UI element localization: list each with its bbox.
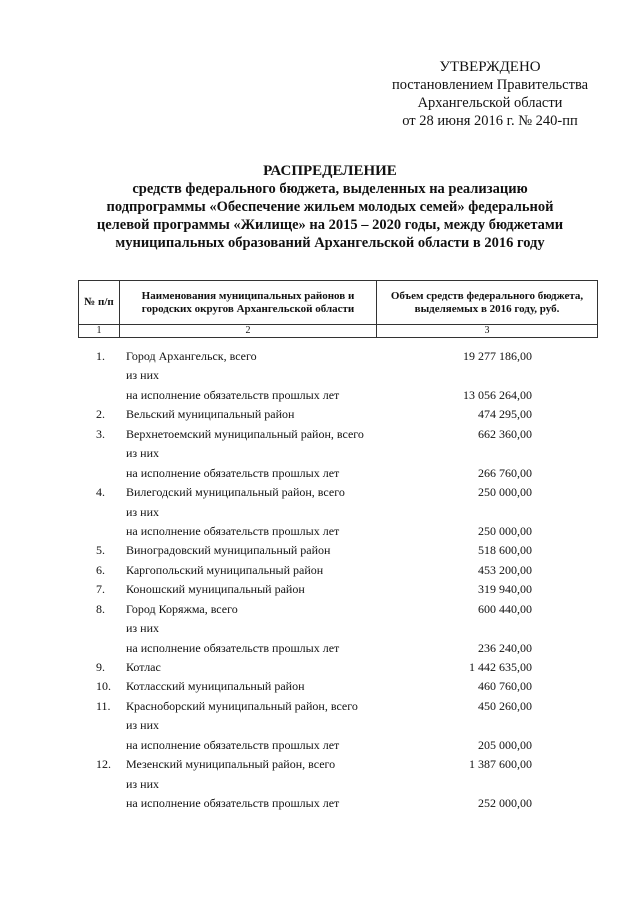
row-name: Коношский муниципальный район [126, 582, 305, 597]
row-amount: 252 000,00 [478, 796, 532, 811]
row-number: 11. [96, 698, 111, 713]
row-number: 9. [96, 660, 105, 674]
table-row [0, 736, 640, 755]
table-row [0, 677, 640, 696]
row-number: 4. [96, 485, 105, 500]
table-row [0, 697, 640, 716]
row-amount: 205 000,00 [478, 737, 532, 752]
row-name: на исполнение обязательств прошлых лет [126, 640, 340, 655]
approval-line: постановлением Правительства [391, 77, 589, 93]
row-name: на исполнение обязательств прошлых лет [126, 465, 340, 480]
row-name: из них [126, 621, 160, 636]
row-amount: 1 442 635,00 [469, 660, 532, 674]
row-name: Верхнетоемский муниципальный район, всего [126, 426, 364, 441]
table-row [0, 541, 640, 560]
table-row [0, 503, 640, 522]
row-number: 2. [96, 407, 105, 422]
row-name: на исполнение обязательств прошлых лет [126, 737, 340, 752]
row-name: Каргопольский муниципальный район [126, 562, 324, 577]
table-row [0, 600, 640, 619]
row-number: 6. [96, 562, 105, 577]
table-row [0, 755, 640, 774]
document-title [60, 162, 600, 252]
title-line: средств федерального бюджета, выделенных на реализацию [132, 181, 528, 197]
row-name: Красноборский муниципальный район, всего [126, 698, 358, 713]
table-row [0, 619, 640, 638]
table-row [0, 639, 640, 658]
row-name: из них [126, 718, 160, 733]
row-amount: 474 295,00 [478, 407, 532, 422]
column-index: 1 [79, 325, 120, 338]
approval-block [380, 58, 600, 130]
row-name: на исполнение обязательств прошлых лет [126, 387, 340, 402]
row-amount: 460 760,00 [478, 679, 532, 694]
row-amount: 13 056 264,00 [463, 387, 532, 402]
row-amount: 453 200,00 [478, 562, 532, 577]
table-row [0, 580, 640, 599]
table-row [0, 483, 640, 502]
column-header-number: № п/п [79, 281, 120, 325]
row-number: 12. [96, 757, 111, 772]
column-header-amount: Объем средств федерального бюджета, выделяемых в 2016 году, руб. [377, 281, 598, 325]
table-row [0, 658, 640, 677]
row-number: 10. [96, 679, 111, 694]
table-body [0, 347, 640, 814]
row-amount: 1 387 600,00 [469, 757, 532, 772]
table-row [0, 347, 640, 366]
row-amount: 19 277 186,00 [463, 349, 532, 363]
row-number: 1. [96, 349, 105, 363]
row-name: на исполнение обязательств прошлых лет [126, 523, 340, 538]
row-amount: 662 360,00 [478, 426, 532, 441]
title-line: муниципальных образований Архангельской области в 2016 году [115, 235, 545, 251]
table-row [0, 716, 640, 735]
title-line: подпрограммы «Обеспечение жильем молодых семей» федеральной [106, 199, 554, 215]
row-amount: 250 000,00 [478, 485, 532, 500]
column-index: 3 [377, 325, 598, 338]
approval-line: Архангельской области [417, 95, 563, 111]
row-name: на исполнение обязательств прошлых лет [126, 796, 340, 811]
title-line: целевой программы «Жилище» на 2015 – 2020 годы, между бюджетами [96, 217, 564, 233]
row-name: Мезенский муниципальный район, всего [126, 757, 336, 772]
table-row [0, 561, 640, 580]
approval-line: от 28 июня 2016 г. № 240-пп [402, 113, 578, 129]
row-name: из них [126, 446, 160, 461]
table-row [0, 405, 640, 424]
title-heading: РАСПРЕДЕЛЕНИЕ [263, 163, 397, 179]
table-row [0, 522, 640, 541]
row-amount: 236 240,00 [478, 640, 532, 655]
row-amount: 600 440,00 [478, 601, 532, 616]
column-index: 2 [120, 325, 377, 338]
table-row [0, 794, 640, 813]
row-amount: 250 000,00 [478, 523, 532, 538]
column-header-name: Наименования муниципальных районов и городских округов Архангельской области [120, 281, 377, 325]
table-row [0, 386, 640, 405]
table-row [0, 775, 640, 794]
row-amount: 450 260,00 [478, 698, 532, 713]
row-number: 8. [96, 601, 105, 616]
table-header [78, 280, 598, 338]
row-name: Котласский муниципальный район [126, 679, 305, 694]
row-name: Виноградовский муниципальный район [126, 543, 331, 558]
row-number: 7. [96, 582, 105, 597]
row-number: 3. [96, 426, 105, 441]
row-name: из них [126, 504, 160, 519]
row-amount: 518 600,00 [478, 543, 532, 558]
row-name: из них [126, 368, 160, 383]
table-row [0, 366, 640, 385]
row-amount: 266 760,00 [478, 465, 532, 480]
row-number: 5. [96, 543, 105, 558]
row-name: Вельский муниципальный район [126, 407, 295, 422]
approval-heading: УТВЕРЖДЕНО [439, 59, 541, 75]
row-amount: 319 940,00 [478, 582, 532, 597]
row-name: Вилегодский муниципальный район, всего [126, 485, 345, 500]
row-name: Котлас [126, 660, 161, 674]
row-name: из них [126, 776, 160, 791]
table-row [0, 425, 640, 444]
table-row [0, 444, 640, 463]
row-name: Город Архангельск, всего [126, 349, 257, 363]
row-name: Город Коряжма, всего [126, 601, 238, 616]
table-row [0, 464, 640, 483]
